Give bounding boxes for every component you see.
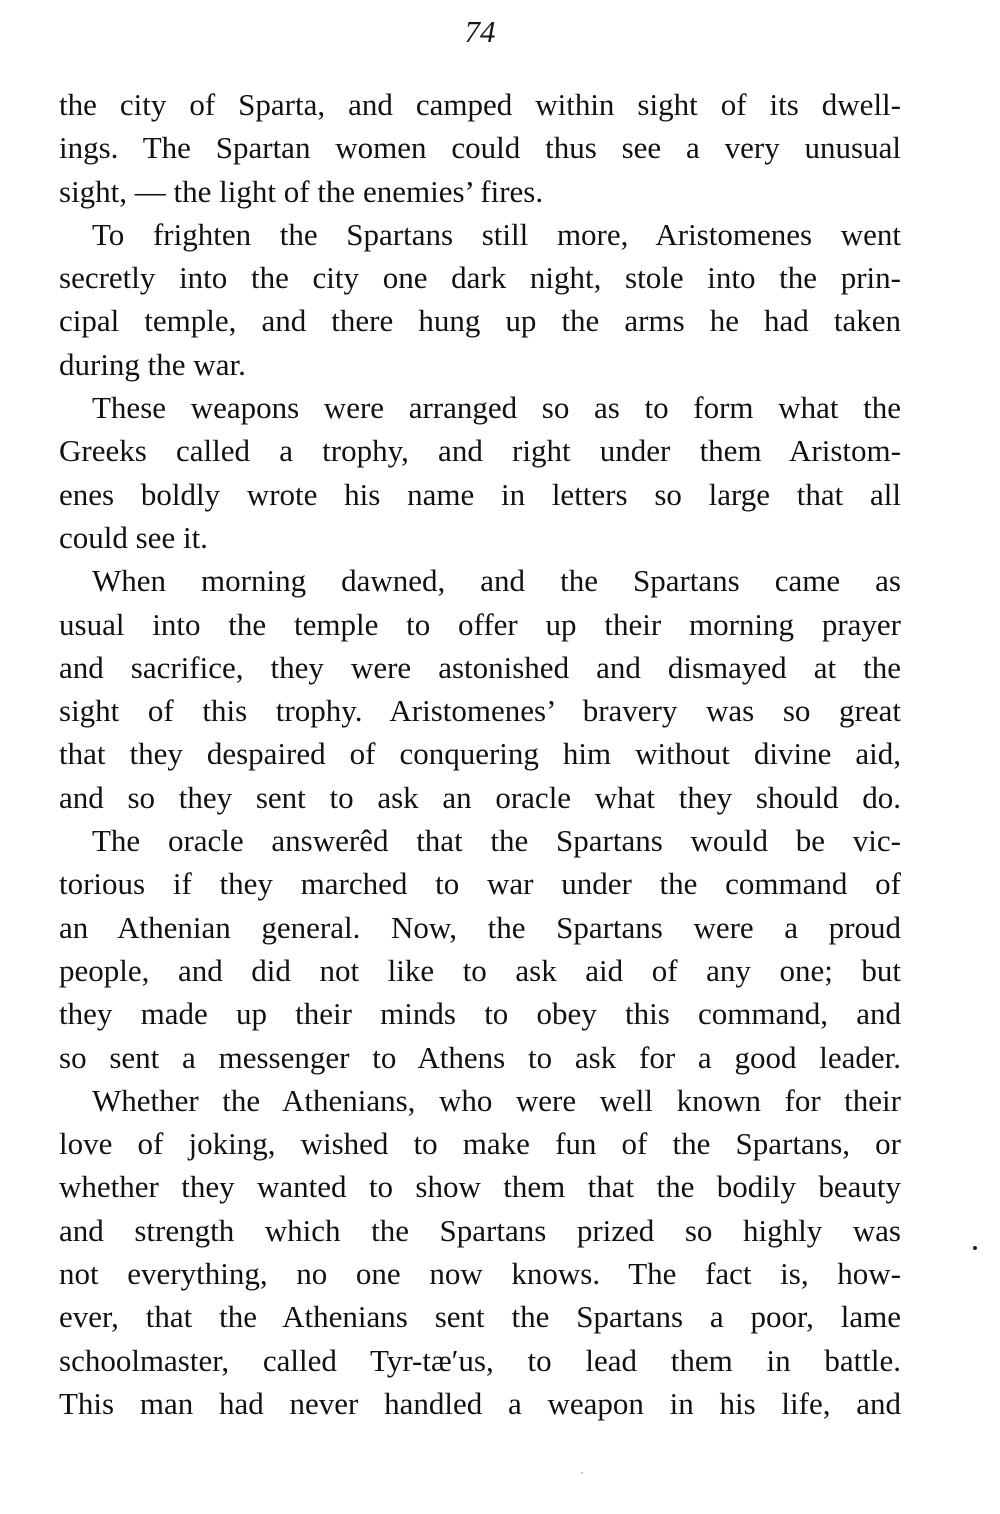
margin-ink-dot (973, 1246, 977, 1250)
text-line: during the war. (59, 346, 246, 382)
text-line: usual into the temple to offer up their morning prayer (59, 606, 901, 642)
text-line: so sent a messenger to Athens to ask for a good leader. (59, 1039, 901, 1075)
text-line: ever, that the Athenians sent the Spartans a poor, lame (59, 1299, 901, 1335)
text-line: sight of this trophy. Aristomenes’ bravery was so great (59, 693, 901, 729)
page-number: 74 (464, 14, 496, 49)
text-line: they made up their minds to obey this command, and (59, 996, 901, 1032)
text-line: cipal temple, and there hung up the arms he had taken (59, 303, 901, 339)
text-line: enes boldly wrote his name in letters so large that all (59, 476, 901, 512)
text-line: schoolmaster, called Tyr-tæ′us, to lead them in battle. (59, 1342, 901, 1378)
text-line: sight, — the light of the enemies’ fires. (59, 173, 544, 209)
text-line: secretly into the city one dark night, stole into the prin- (59, 260, 901, 296)
text-line: torious if they marched to war under the command of (59, 866, 901, 902)
text-line: These weapons were arranged so as to form what the (92, 390, 901, 426)
text-line: Whether the Athenians, who were well known for their (92, 1082, 901, 1118)
text-line: and so they sent to ask an oracle what they should do. (59, 779, 901, 815)
text-line: The oracle answerêd that the Spartans would be vic- (92, 823, 901, 859)
text-line: This man had never handled a weapon in his life, and (59, 1385, 901, 1421)
text-line: not everything, no one now knows. The fact is, how- (59, 1256, 901, 1292)
text-line: that they despaired of conquering him without divine aid, (59, 736, 901, 772)
text-line: ings. The Spartan women could thus see a very unusual (59, 130, 901, 166)
text-line: could see it. (59, 519, 208, 555)
text-line: and strength which the Spartans prized so highly was (59, 1212, 901, 1248)
paper-speck (581, 1472, 583, 1474)
text-line: an Athenian general. Now, the Spartans were a proud (59, 909, 901, 945)
text-line: When morning dawned, and the Spartans came as (92, 563, 901, 599)
text-line: the city of Sparta, and camped within sight of its dwell- (59, 87, 901, 122)
text-line: To frighten the Spartans still more, Aristomenes went (92, 216, 901, 252)
text-line: people, and did not like to ask aid of any one; but (59, 952, 901, 988)
text-line: love of joking, wished to make fun of the Spartans, or (59, 1126, 901, 1162)
text-line: Greeks called a trophy, and right under them Aristom- (59, 433, 901, 469)
body-text (59, 83, 901, 1425)
text-line: and sacrifice, they were astonished and dismayed at the (59, 649, 901, 685)
text-line: whether they wanted to show them that the bodily beauty (59, 1169, 901, 1205)
